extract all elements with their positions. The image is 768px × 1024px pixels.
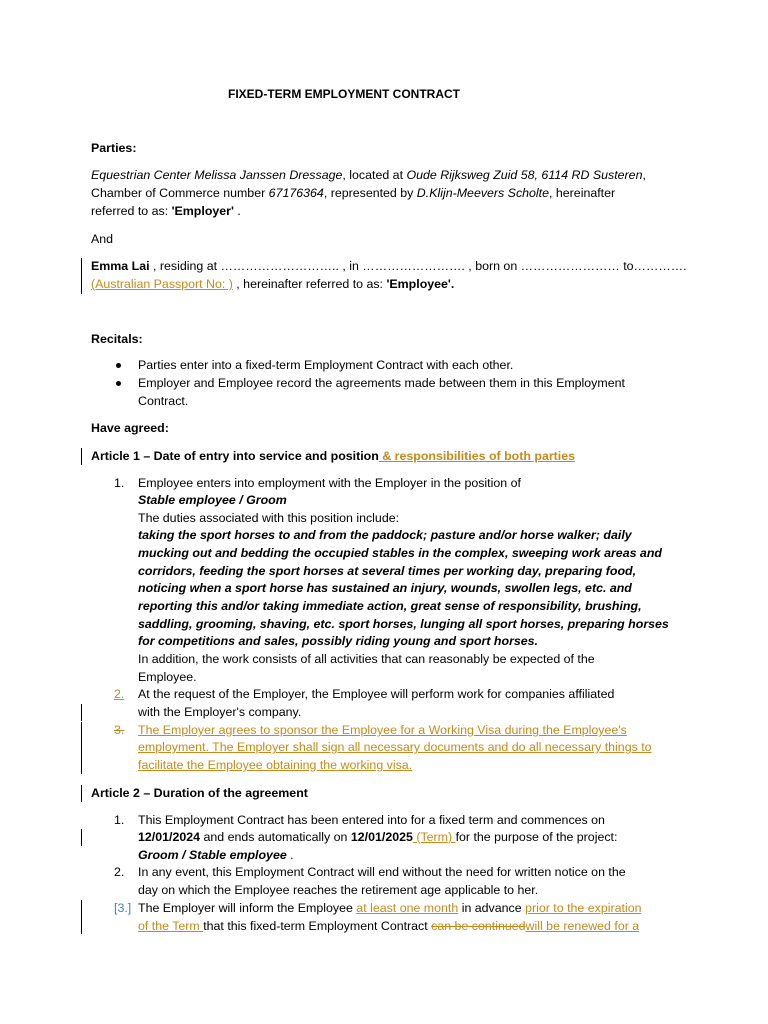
duties-line: noticing when a sport horse has sustained an injury, wounds, swollen legs, etc. and	[138, 581, 632, 595]
position-title: Stable employee / Groom	[138, 493, 287, 507]
duties-line: saddling, grooming, shaving, etc. sport horses, lunging all sport horses, preparing horses	[138, 617, 669, 631]
list-number: [3.]	[114, 901, 132, 915]
change-bar	[81, 900, 82, 934]
employer-line-2: Chamber of Commerce number 67176364, represented by D.Klijn-Meevers Scholte, hereinafter	[91, 186, 616, 200]
duties-line: for competitions and sales, possibly riding young and sport horses.	[138, 634, 539, 648]
article-2-item-1-line: This Employment Contract has been entered into for a fixed term and commences on	[138, 813, 605, 827]
change-bar	[81, 704, 82, 721]
employee-line-2: (Australian Passport No: ) , hereinafter referred to as: 'Employee'.	[91, 277, 455, 291]
and-text: And	[91, 232, 114, 246]
list-number: 1.	[114, 813, 125, 827]
document-title: FIXED-TERM EMPLOYMENT CONTRACT	[228, 87, 460, 101]
article-2-item-2-line: In any event, this Employment Contract will end without the need for written notice on the	[138, 865, 626, 879]
list-number: 3.	[114, 723, 125, 737]
article-2-heading: Article 2 – Duration of the agreement	[91, 786, 308, 800]
duties-line: reporting this and/or taking immediate action, great sense of responsibility, brushing,	[138, 599, 642, 613]
bullet-icon	[116, 363, 121, 368]
employee-line-1: Emma Lai , residing at ……………………….. , in ……………………. , born on …………………… to………….	[91, 259, 687, 273]
change-bar	[81, 258, 82, 294]
term-insertion: (Term)	[412, 830, 456, 844]
recital-item: Employer and Employee record the agreements made between them in this Employment	[138, 376, 625, 390]
employer-line-3: referred to as: 'Employer' .	[91, 204, 241, 218]
passport-insertion: (Australian Passport No: )	[91, 277, 233, 291]
employer-reference: 'Employer'	[171, 204, 234, 218]
article-1-item-1-line: Employee.	[138, 670, 197, 684]
duties-line: mucking out and bedding the occupied stables in the complex, sweeping work areas and	[138, 546, 662, 560]
recital-item-continued: Contract.	[138, 394, 189, 408]
parties-heading: Parties:	[91, 141, 137, 155]
list-number: 2.	[114, 865, 125, 879]
employee-reference: 'Employee'.	[386, 277, 455, 291]
article-1-item-1-line: In addition, the work consists of all activities that can reasonably be expected of the	[138, 652, 595, 666]
article-2-item-3-line: The Employer will inform the Employee at least one month in advance prior to the expiration	[138, 901, 642, 915]
article-2-item-1-dates: 12/01/2024 and ends automatically on 12/01/2025 (Term) for the purpose of the project:	[138, 830, 618, 844]
article-1-item-2-line: with the Employer's company.	[138, 705, 302, 719]
change-bar	[81, 448, 82, 465]
employer-line-1: Equestrian Center Melissa Janssen Dressage, located at Oude Rijksweg Zuid 58, 6114 RD Susteren,	[91, 168, 646, 182]
duties-intro: The duties associated with this position include:	[138, 511, 400, 525]
bullet-icon	[116, 381, 121, 386]
employer-address: Oude Rijksweg Zuid 58, 6114 RD Susteren	[406, 168, 643, 182]
article-1-heading-insertion: & responsibilities of both parties	[378, 449, 576, 463]
change-bar	[81, 785, 82, 802]
article-1-item-3-insertion: employment. The Employer shall sign all necessary documents and do all necessary things to	[138, 740, 652, 754]
article-1-item-3-insertion: The Employer agrees to sponsor the Employee for a Working Visa during the Employee's	[138, 723, 627, 737]
end-date: 12/01/2025	[350, 830, 413, 844]
start-date: 12/01/2024	[138, 830, 201, 844]
article-2-item-1-project: Groom / Stable employee .	[138, 848, 294, 862]
list-number: 2.	[114, 687, 125, 701]
employer-representative: D.Klijn-Meevers Scholte	[416, 186, 550, 200]
article-1-item-2-line: At the request of the Employer, the Employee will perform work for companies affiliated	[138, 687, 615, 701]
list-number: 1.	[114, 476, 125, 490]
employer-name: Equestrian Center Melissa Janssen Dressage	[91, 168, 343, 182]
recital-item: Parties enter into a fixed-term Employment Contract with each other.	[138, 358, 514, 372]
article-2-item-2-line: day on which the Employee reaches the retirement age applicable to her.	[138, 883, 539, 897]
article-1-heading: Article 1 – Date of entry into service and position & responsibilities of both parties	[91, 449, 576, 463]
article-2-item-3-line: of the Term that this fixed-term Employment Contract can be continuedwill be renewed for a	[138, 919, 640, 933]
have-agreed-heading: Have agreed:	[91, 421, 169, 435]
article-1-item-1-line: Employee enters into employment with the Employer in the position of	[138, 476, 521, 490]
recitals-heading: Recitals:	[91, 332, 143, 346]
duties-line: corridors, feeding the sport horses at several times per working day, preparing food,	[138, 564, 637, 578]
article-1-item-3-insertion: facilitate the Employee obtaining the working visa.	[138, 758, 413, 772]
deleted-text: can be continued	[431, 919, 526, 933]
change-bar	[81, 829, 82, 846]
change-bar	[81, 722, 82, 774]
employee-name: Emma Lai	[91, 259, 150, 273]
project-name: Groom / Stable employee	[138, 848, 287, 862]
chamber-of-commerce-number: 67176364	[268, 186, 324, 200]
duties-line: taking the sport horses to and from the paddock; pasture and/or horse walker; daily	[138, 528, 632, 542]
